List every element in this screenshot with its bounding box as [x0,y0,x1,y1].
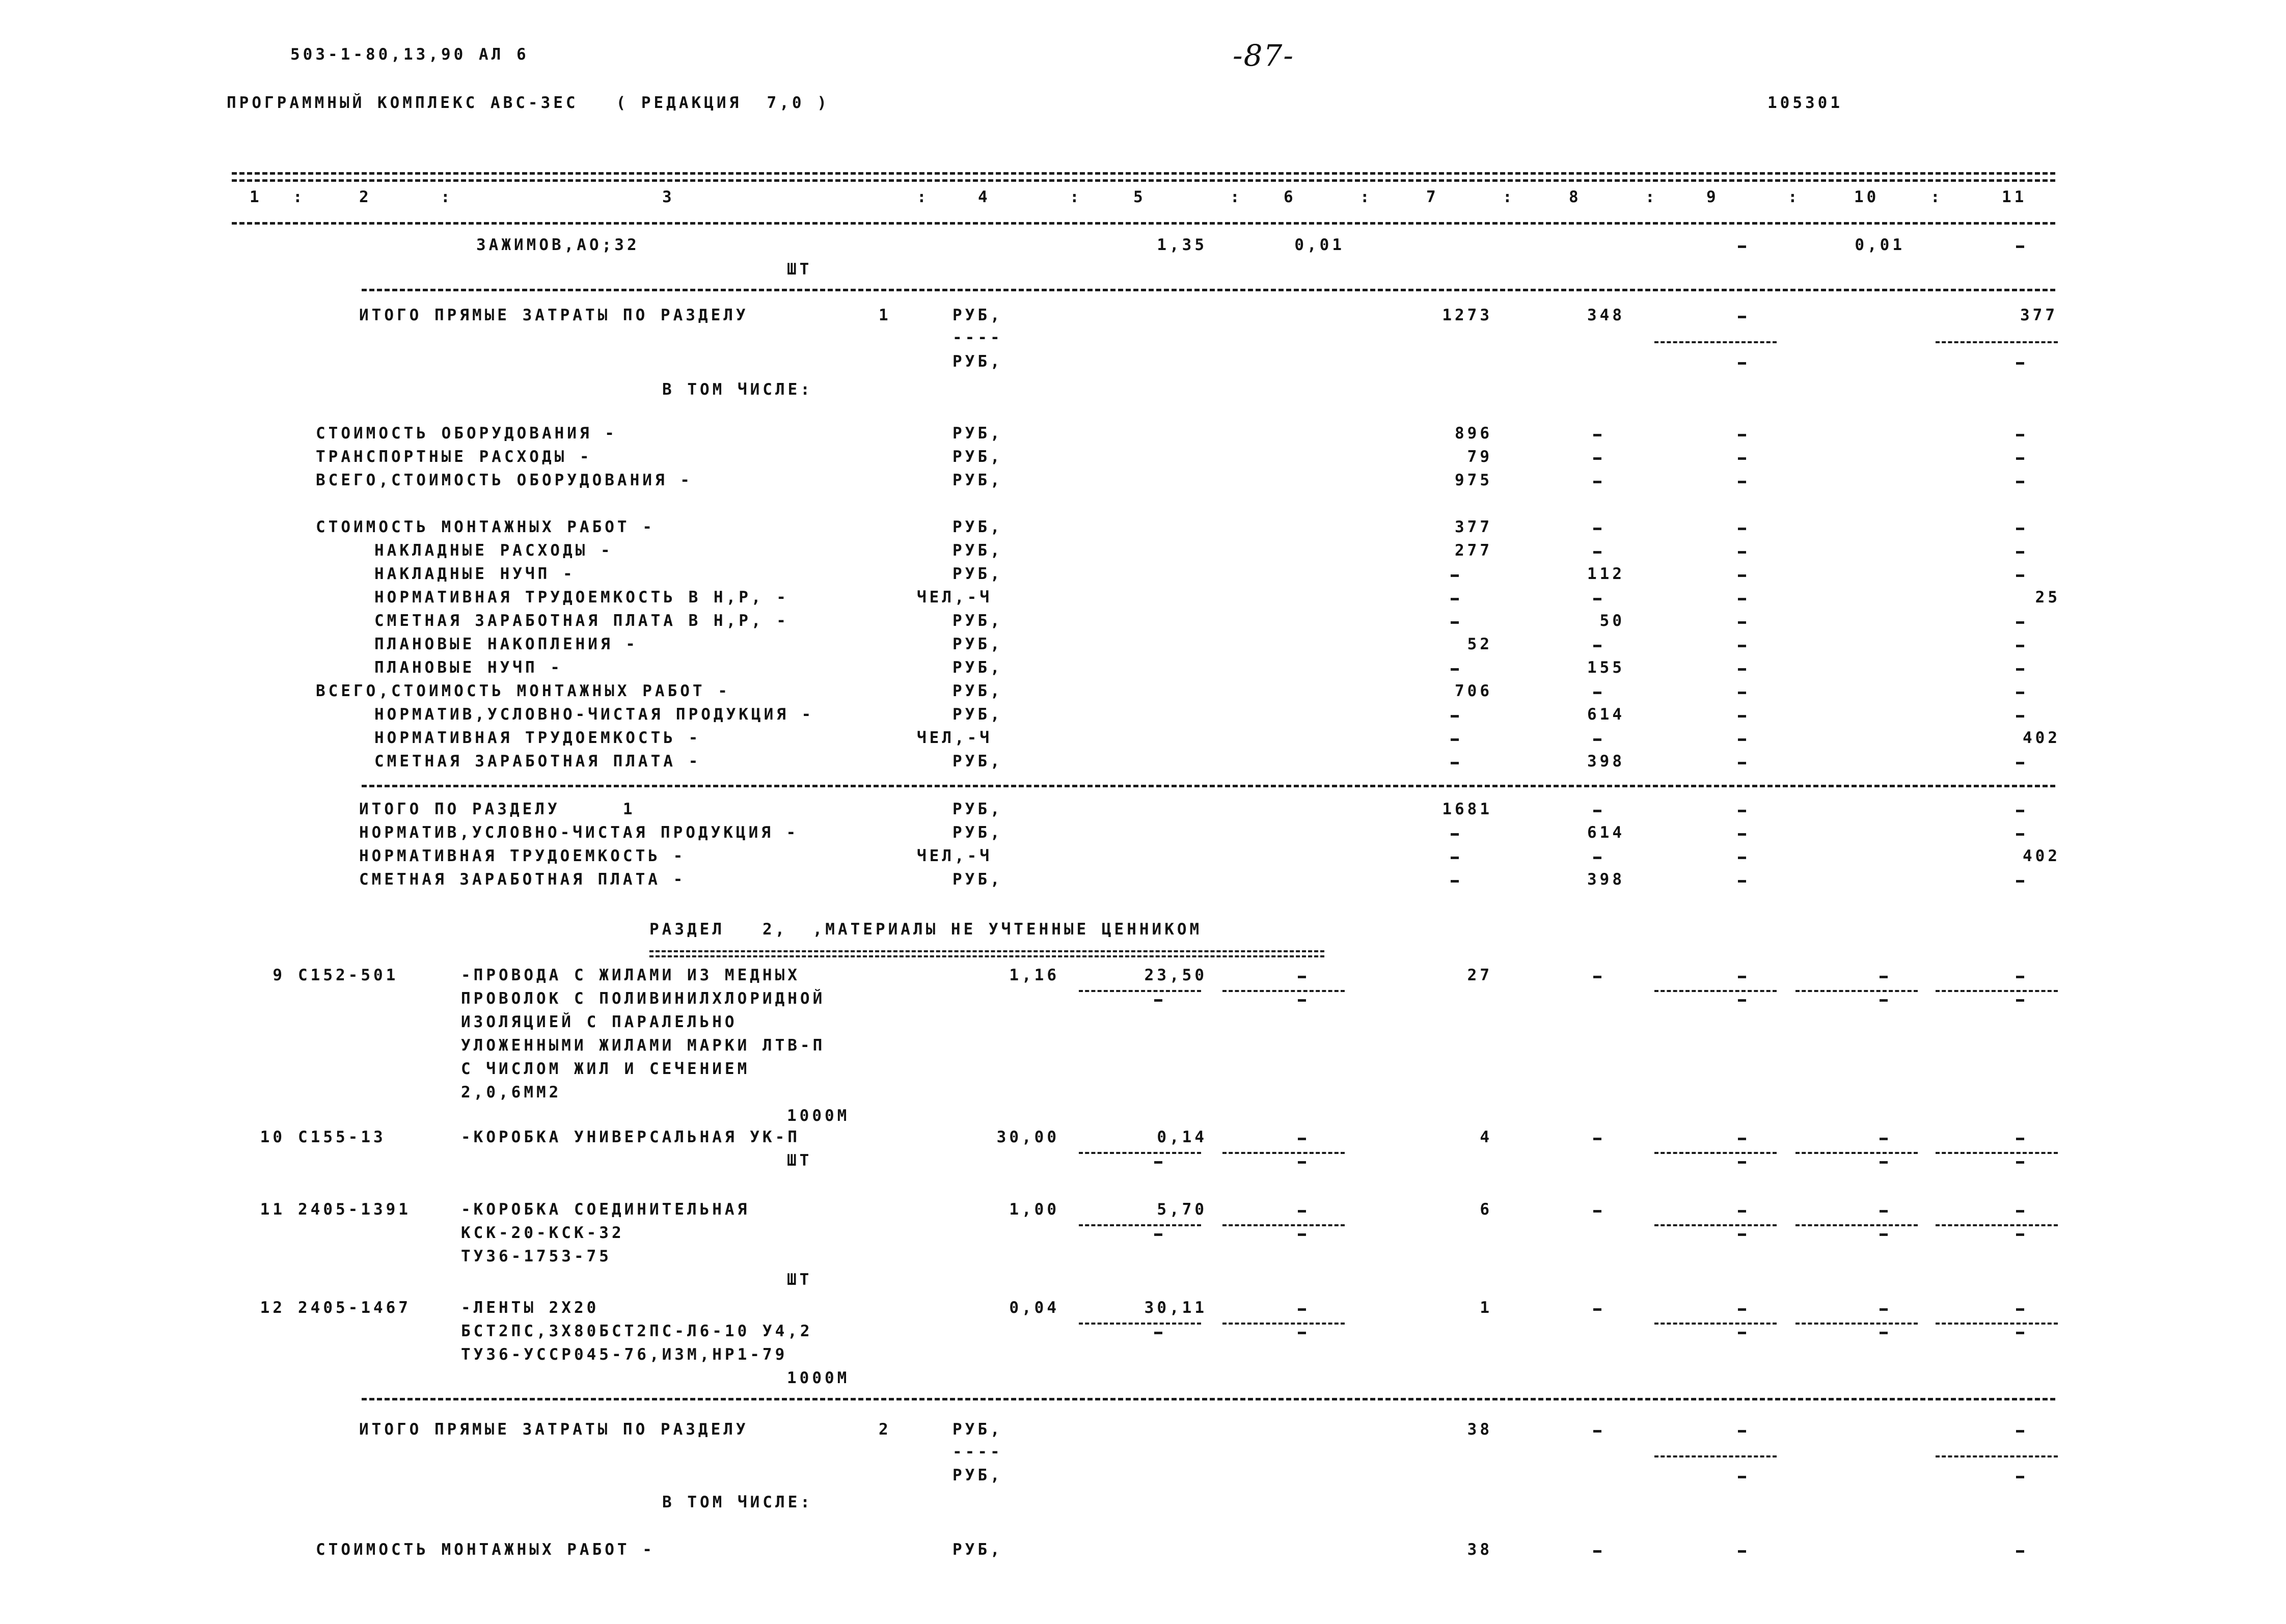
item-price: 23,50 [1144,966,1207,984]
dash-mark [1154,1233,1162,1236]
row-col7: 52 [1467,635,1492,653]
dash-mark [2016,999,2024,1002]
section1-direct-costs-col7: 1273 [1442,306,1492,324]
dash-mark [1154,1161,1162,1164]
section2-total-rule [362,1398,2055,1400]
item-description-line: ТУ36-1753-75 [461,1247,612,1265]
dash-mark [1154,999,1162,1002]
section1-total-rule [362,289,2055,291]
dash-mark [1738,1332,1746,1334]
dash-mark [1593,1308,1601,1311]
column-number: 7 [1426,188,1439,206]
summary-col11: 402 [2023,847,2060,865]
dash-mark [2016,645,2024,647]
item-description-line: ПРОВОЛОК С ПОЛИВИНИЛХЛОРИДНОЙ [461,989,826,1008]
summary-label: НОРМАТИВНАЯ ТРУДОЕМКОСТЬ - [359,847,686,865]
item-col7: 4 [1480,1128,1492,1146]
item-description-line: БСТ2ПС,3Х80БСТ2ПС-Л6-10 У4,2 [461,1322,813,1340]
dash-mark [1738,880,1746,883]
column-number: 1 [250,188,262,206]
header-rule-second [232,179,2055,182]
column-number: 6 [1284,188,1296,206]
item-unit: 1000М [787,1107,850,1125]
row-unit: РУБ, [953,518,1003,536]
dash-mark [1593,645,1601,647]
column-separator: : [1503,188,1515,206]
dash-mark [2016,1476,2024,1478]
cost-rule [1795,1323,1918,1325]
row-unit: РУБ, [953,682,1003,700]
item-number: 12 [260,1299,285,1317]
dash-mark [2016,1550,2024,1553]
dash-mark [1738,857,1746,859]
section1-direct-costs-col11: 377 [2020,306,2058,324]
dash-mark [1451,857,1459,859]
dash-mark [1298,976,1306,978]
dash-mark [1738,668,1746,671]
subtotal-marker: ---- [953,328,1003,347]
dash-mark [1593,434,1601,436]
item-quantity: 30,00 [996,1128,1059,1146]
dash-mark [1738,1308,1746,1311]
dash-mark [1451,833,1459,836]
dash-mark [2016,621,2024,624]
dash-mark [1738,738,1746,741]
dash-mark [2016,434,2024,436]
item-unit: ШТ [787,1151,812,1170]
row-label: ВСЕГО,СТОИМОСТЬ МОНТАЖНЫХ РАБОТ - [316,682,730,700]
item-zazhimov-col5: 1,35 [1157,236,1207,254]
row-col7: 975 [1455,471,1492,489]
cost-rule [1795,1224,1918,1226]
dash-mark [1738,1233,1746,1236]
dash-mark [2016,245,2024,248]
column-separator: : [1645,188,1658,206]
row-unit: РУБ, [953,752,1003,770]
section1-direct-costs-unit: РУБ, [953,306,1003,324]
dash-mark [2016,976,2024,978]
section2-direct-costs-unit-2: РУБ, [953,1466,1003,1484]
including-label: В ТОМ ЧИСЛЕ: [662,380,813,399]
dash-mark [2016,1233,2024,1236]
cost-rule [1654,1323,1777,1325]
subtotal-marker-2: ---- [953,1443,1003,1461]
cost-rule [1654,1224,1777,1226]
section1-direct-costs-number: 1 [879,306,891,324]
dash-mark [1593,692,1601,694]
item-description-line: УЛОЖЕННЫМИ ЖИЛАМИ МАРКИ ЛТВ-П [461,1036,826,1055]
item-number: 9 [273,966,285,984]
row-col7: 896 [1455,424,1492,443]
item-description-line: ТУ36-УССР045-76,ИЗМ,НР1-79 [461,1345,788,1364]
column-separator: : [1360,188,1373,206]
dash-mark [2016,457,2024,460]
dash-mark [1738,645,1746,647]
summary-col8: 614 [1587,823,1625,842]
column-separator: : [1788,188,1801,206]
row-unit: РУБ, [953,471,1003,489]
dash-mark [1738,574,1746,577]
dash-mark [2016,1138,2024,1140]
dash-mark [1738,457,1746,460]
item-number: 10 [260,1128,285,1146]
section2-direct-costs-label: ИТОГО ПРЯМЫЕ ЗАТРАТЫ ПО РАЗДЕЛУ [359,1420,749,1439]
dash-mark [1738,551,1746,554]
dash-mark [1593,1430,1601,1433]
row-col11: 25 [2035,588,2060,607]
dash-mark [2016,1430,2024,1433]
cost-rule [1936,1152,2058,1154]
row-unit: РУБ, [953,448,1003,466]
dash-mark [1738,1210,1746,1213]
item-description-line: -КОРОБКА УНИВЕРСАЛЬНАЯ УК-П [461,1128,800,1146]
dash-mark [2016,1161,2024,1164]
item-zazhimov-unit: ШТ [787,260,812,279]
column-separator: : [1070,188,1082,206]
item-description-line: -ПРОВОДА С ЖИЛАМИ ИЗ МЕДНЫХ [461,966,800,984]
section1-direct-costs-unit-2: РУБ, [953,352,1003,371]
dash-mark [1880,1210,1888,1213]
dash-mark [1738,434,1746,436]
cost-rule [1795,1152,1918,1154]
dash-mark [1298,1233,1306,1236]
dash-mark [1298,1161,1306,1164]
cost-rule [1936,1323,2058,1325]
dash-mark [2016,810,2024,812]
dash-mark [1880,1233,1888,1236]
summary-label: НОРМАТИВ,УСЛОВНО-ЧИСТАЯ ПРОДУКЦИЯ - [359,823,799,842]
row-col11: 402 [2023,729,2060,747]
cost-rule [1654,990,1777,992]
column-number: 11 [2002,188,2027,206]
dash-mark [1451,598,1459,600]
column-number: 2 [359,188,372,206]
column-separator: : [1230,188,1243,206]
row-label: СМЕТНАЯ ЗАРАБОТНАЯ ПЛАТА - [374,752,701,770]
row-col7: 79 [1467,448,1492,466]
row-col8: 398 [1587,752,1625,770]
dash-mark [1738,481,1746,483]
dash-mark [1298,1308,1306,1311]
column-separator: : [441,188,453,206]
row-label: СТОИМОСТЬ ОБОРУДОВАНИЯ - [316,424,617,443]
header-rule-top [232,172,2055,175]
cost-rule [1936,990,2058,992]
item-quantity: 1,00 [1009,1200,1059,1219]
item-zazhimov-desc: ЗАЖИМОВ,АО;32 [476,236,640,254]
row-label: ТРАНСПОРТНЫЕ РАСХОДЫ - [316,448,592,466]
column-separator: : [917,188,930,206]
row-label: СМЕТНАЯ ЗАРАБОТНАЯ ПЛАТА В Н,Р, - [374,612,789,630]
section2-direct-costs-unit: РУБ, [953,1420,1003,1439]
dash-mark [2016,833,2024,836]
section2-montazh-col7: 38 [1467,1540,1492,1559]
item-number: 11 [260,1200,285,1219]
cost-rule [1222,1152,1345,1154]
item-description-line: КСК-20-КСК-32 [461,1224,624,1242]
cost-rule [1079,1152,1201,1154]
item-description-line: ИЗОЛЯЦИЕЙ С ПАРАЛЕЛЬНО [461,1013,738,1031]
dash-mark [1593,810,1601,812]
item-unit: 1000М [787,1369,850,1387]
dash-mark [1738,528,1746,530]
dash-mark [1593,1138,1601,1140]
dash-mark [2016,668,2024,671]
item-quantity: 0,04 [1009,1299,1059,1317]
dash-mark [1738,1476,1746,1478]
section2-montazh-unit: РУБ, [953,1540,1003,1559]
dash-mark [1451,668,1459,671]
dash-mark [2016,762,2024,764]
dash-mark [1738,1430,1746,1433]
dash-mark [1593,857,1601,859]
dash-mark [1593,457,1601,460]
dash-mark [1738,362,1746,365]
dash-mark [1738,810,1746,812]
dash-mark [1738,245,1746,248]
row-unit: ЧЕЛ,-Ч [917,588,992,607]
item-code: 2405-1391 [298,1200,411,1219]
dash-mark [1738,1161,1746,1164]
item-col7: 1 [1480,1299,1492,1317]
cost-rule [1222,990,1345,992]
section2-direct-costs-number: 2 [879,1420,891,1439]
item-code: С155-13 [298,1128,386,1146]
dash-mark [1738,976,1746,978]
item-code: 2405-1467 [298,1299,411,1317]
summary-label: ИТОГО ПО РАЗДЕЛУ 1 [359,800,636,818]
dash-mark [1738,692,1746,694]
subtotal-rule-col9-2 [1654,1455,1777,1457]
dash-mark [2016,481,2024,483]
dash-mark [2016,528,2024,530]
row-unit: РУБ, [953,612,1003,630]
dash-mark [1593,481,1601,483]
row-col8: 50 [1599,612,1625,630]
cost-rule [1222,1323,1345,1325]
item-price: 5,70 [1157,1200,1207,1219]
item-price: 0,14 [1157,1128,1207,1146]
dash-mark [2016,880,2024,883]
section2-title-underline [649,950,1324,952]
column-separator: : [293,188,306,206]
cost-rule [1079,1323,1201,1325]
dash-mark [2016,715,2024,718]
document-code: 503-1-80,13,90 АЛ 6 [290,45,529,64]
dash-mark [1154,1332,1162,1334]
section1-summary-rule [362,785,2055,787]
cost-rule [1795,990,1918,992]
row-col7: 706 [1455,682,1492,700]
dash-mark [2016,1308,2024,1311]
dash-mark [1738,598,1746,600]
including-label-2: В ТОМ ЧИСЛЕ: [662,1493,813,1511]
column-number: 10 [1854,188,1880,206]
dash-mark [1451,574,1459,577]
dash-mark [1451,621,1459,624]
dash-mark [1451,715,1459,718]
item-code: С152-501 [298,966,399,984]
summary-unit: РУБ, [953,823,1003,842]
dash-mark [2016,692,2024,694]
item-zazhimov-col10: 0,01 [1855,236,1905,254]
column-separator: : [1930,188,1943,206]
item-description-line: 2,0,6ММ2 [461,1083,562,1102]
row-unit: РУБ, [953,565,1003,583]
header-rule-bottom [232,222,2055,225]
cost-rule [1222,1224,1345,1226]
dash-mark [1593,976,1601,978]
section2-title: РАЗДЕЛ 2, ,МАТЕРИАЛЫ НЕ УЧТЕННЫЕ ЦЕННИКОМ [649,920,1203,939]
dash-mark [2016,362,2024,365]
page-number: -87- [1233,38,1294,73]
dash-mark [1738,715,1746,718]
item-description-line: -КОРОБКА СОЕДИНИТЕЛЬНАЯ [461,1200,750,1219]
cost-rule [1654,1152,1777,1154]
item-unit: ШТ [787,1271,812,1289]
dash-mark [1451,738,1459,741]
document-number: 105301 [1767,94,1843,112]
section2-montazh-label: СТОИМОСТЬ МОНТАЖНЫХ РАБОТ - [316,1540,655,1559]
dash-mark [1593,598,1601,600]
dash-mark [1738,1550,1746,1553]
section2-direct-costs-col7: 38 [1467,1420,1492,1439]
dash-mark [1880,999,1888,1002]
item-col7: 6 [1480,1200,1492,1219]
subtotal-rule-col11 [1936,341,2058,343]
row-unit: РУБ, [953,424,1003,443]
row-unit: РУБ, [953,541,1003,560]
row-col8: 155 [1587,658,1625,677]
row-label: ПЛАНОВЫЕ НАКОПЛЕНИЯ - [374,635,638,653]
row-col7: 277 [1455,541,1492,560]
dash-mark [1298,1210,1306,1213]
row-label: НАКЛАДНЫЕ НУЧП - [374,565,576,583]
cost-rule [1079,1224,1201,1226]
summary-unit: ЧЕЛ,-Ч [917,847,992,865]
item-description-line: С ЧИСЛОМ ЖИЛ И СЕЧЕНИЕМ [461,1060,750,1078]
dash-mark [1593,528,1601,530]
row-label: НОРМАТИВ,УСЛОВНО-ЧИСТАЯ ПРОДУКЦИЯ - [374,705,814,724]
dash-mark [1880,1308,1888,1311]
dash-mark [1880,1138,1888,1140]
row-label: ПЛАНОВЫЕ НУЧП - [374,658,563,677]
dash-mark [1738,833,1746,836]
summary-col8: 398 [1587,870,1625,889]
dash-mark [1738,316,1746,318]
column-number: 3 [662,188,675,206]
item-description-line: -ЛЕНТЫ 2Х20 [461,1299,600,1317]
summary-label: СМЕТНАЯ ЗАРАБОТНАЯ ПЛАТА - [359,870,686,889]
dash-mark [1451,762,1459,764]
column-number: 8 [1569,188,1582,206]
dash-mark [1880,976,1888,978]
program-title: ПРОГРАММНЫЙ КОМПЛЕКС АВС-ЗЕС ( РЕДАКЦИЯ 7,0 ) [227,94,830,112]
row-unit: РУБ, [953,658,1003,677]
row-label: СТОИМОСТЬ МОНТАЖНЫХ РАБОТ - [316,518,655,536]
dash-mark [1880,1332,1888,1334]
column-number: 9 [1706,188,1719,206]
dash-mark [1298,1138,1306,1140]
cost-rule [1936,1224,2058,1226]
section2-title-underline-2 [649,955,1324,957]
item-zazhimov-col6: 0,01 [1294,236,1345,254]
cost-rule [1079,990,1201,992]
dash-mark [1451,880,1459,883]
dash-mark [2016,574,2024,577]
dash-mark [1738,762,1746,764]
row-label: НАКЛАДНЫЕ РАСХОДЫ - [374,541,613,560]
dash-mark [2016,1332,2024,1334]
dash-mark [1298,1332,1306,1334]
row-unit: РУБ, [953,635,1003,653]
row-unit: РУБ, [953,705,1003,724]
item-price: 30,11 [1144,1299,1207,1317]
dash-mark [1738,999,1746,1002]
row-col8: 112 [1587,565,1625,583]
dash-mark [1593,1210,1601,1213]
dash-mark [1593,1550,1601,1553]
column-number: 4 [978,188,991,206]
dash-mark [1593,551,1601,554]
dash-mark [1593,738,1601,741]
row-label: НОРМАТИВНАЯ ТРУДОЕМКОСТЬ В Н,Р, - [374,588,789,607]
section1-direct-costs-label: ИТОГО ПРЯМЫЕ ЗАТРАТЫ ПО РАЗДЕЛУ [359,306,749,324]
summary-unit: РУБ, [953,870,1003,889]
column-number: 5 [1133,188,1146,206]
dash-mark [1298,999,1306,1002]
section1-direct-costs-col8: 348 [1587,306,1625,324]
subtotal-rule-col9 [1654,341,1777,343]
item-col7: 27 [1467,966,1492,984]
dash-mark [1880,1161,1888,1164]
dash-mark [2016,1210,2024,1213]
row-unit: ЧЕЛ,-Ч [917,729,992,747]
subtotal-rule-col11-2 [1936,1455,2058,1457]
summary-col7: 1681 [1442,800,1492,818]
item-quantity: 1,16 [1009,966,1059,984]
dash-mark [1738,1138,1746,1140]
row-col8: 614 [1587,705,1625,724]
row-label: ВСЕГО,СТОИМОСТЬ ОБОРУДОВАНИЯ - [316,471,693,489]
dash-mark [1738,621,1746,624]
row-col7: 377 [1455,518,1492,536]
dash-mark [2016,551,2024,554]
row-label: НОРМАТИВНАЯ ТРУДОЕМКОСТЬ - [374,729,701,747]
summary-unit: РУБ, [953,800,1003,818]
